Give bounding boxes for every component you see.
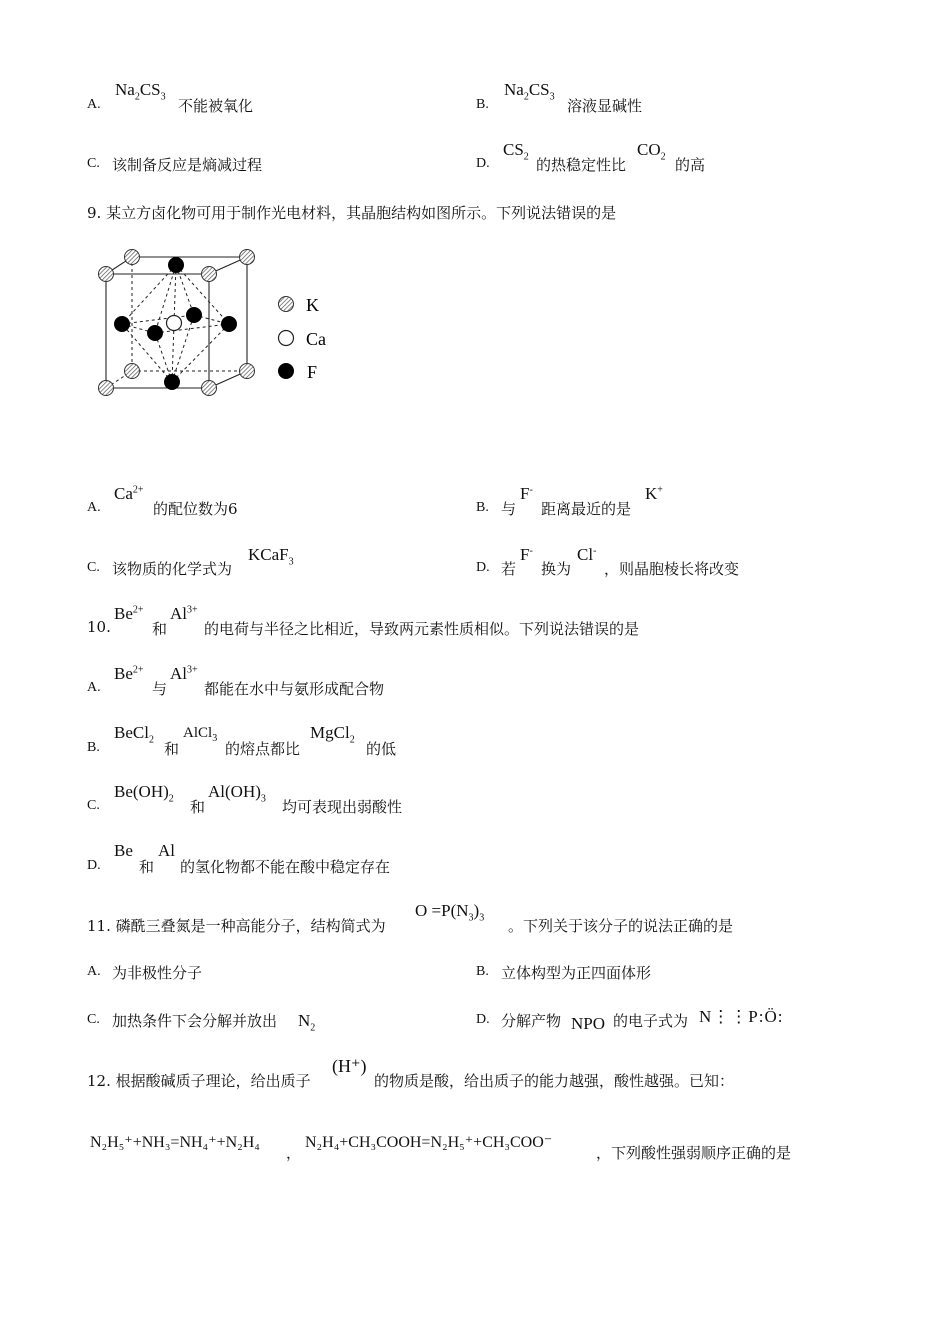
option-text: 的热稳定性比 bbox=[536, 156, 627, 174]
option-label: D. bbox=[87, 858, 101, 873]
option-label: B. bbox=[476, 500, 489, 515]
option-text: 均可表现出弱酸性 bbox=[282, 798, 403, 816]
equation-1: N₂H₅⁺+NH₃=NH₄⁺+N₂H₄ bbox=[90, 1134, 260, 1151]
option-text: 和 bbox=[164, 740, 180, 758]
option-label: D. bbox=[476, 1012, 490, 1027]
option-label: C. bbox=[87, 560, 100, 575]
formula-al3plus: $Al^{3+}$ bbox=[170, 664, 198, 683]
crystal-cell-diagram bbox=[90, 245, 350, 405]
question-9-stem: 9. 某立方卤化物可用于制作光电材料，其晶胞结构如图所示。下列说法错误的是 bbox=[87, 204, 617, 222]
formula-kcaf3: KCaF$_3$ bbox=[248, 545, 294, 568]
stem-text: ，下列酸性强弱顺序正确的是 bbox=[596, 1144, 792, 1162]
formula-opn3-3: $O =P(N_3)_3$ bbox=[415, 901, 485, 924]
formula-alcl3: AlCl$_3$ bbox=[183, 725, 218, 744]
formula-be: Be bbox=[114, 841, 133, 860]
separator: ， bbox=[286, 1144, 302, 1162]
formula-cs2: $CS_2$ bbox=[503, 140, 529, 163]
stem-text: 。下列关于该分子的说法正确的是 bbox=[508, 917, 734, 935]
option-text: 的配位数为6 bbox=[153, 500, 238, 518]
option-text: 的氢化物都不能在酸中稳定存在 bbox=[180, 858, 391, 876]
option-label: C. bbox=[87, 798, 100, 813]
option-text: 换为 bbox=[541, 560, 572, 578]
formula-na2cs3: $Na_2CS_3$ bbox=[115, 80, 166, 103]
option-label: A. bbox=[87, 680, 101, 695]
option-text: 和 bbox=[190, 798, 206, 816]
option-text: 为非极性分子 bbox=[112, 964, 203, 982]
option-text: 与 bbox=[501, 500, 517, 518]
formula-becl2: BeCl$_2$ bbox=[114, 723, 154, 746]
option-text: 不能被氧化 bbox=[178, 97, 254, 115]
option-label: A. bbox=[87, 97, 101, 112]
formula-f-minus: F- bbox=[520, 545, 533, 564]
electron-dot-formula: N⋮⋮P:Ö: bbox=[699, 1007, 784, 1026]
option-text: 都能在水中与氨形成配合物 bbox=[204, 680, 385, 698]
option-label: A. bbox=[87, 964, 101, 979]
option-text: 和 bbox=[139, 858, 155, 876]
stem-text: 和 bbox=[152, 620, 168, 638]
formula-al3plus: $Al^{3+}$ bbox=[170, 604, 198, 623]
option-text: 的低 bbox=[366, 740, 397, 758]
option-label: B. bbox=[476, 964, 489, 979]
formula-be2plus: $Be^{2+}$ bbox=[114, 604, 144, 623]
formula-ca2plus: $Ca^{2+}$ bbox=[114, 484, 144, 503]
equation-2: N₂H₄+CH₃COOH=N₂H₅⁺+CH₃COO⁻ bbox=[305, 1134, 553, 1151]
formula-al-oh-3: $Al(OH)_3$ bbox=[208, 782, 266, 805]
legend-f: F bbox=[307, 362, 318, 382]
formula-be-oh-2: $Be(OH)_2$ bbox=[114, 782, 174, 805]
option-text: 与 bbox=[152, 680, 168, 698]
stem-text: 的物质是酸，给出质子的能力越强，酸性越强。已知： bbox=[374, 1072, 735, 1090]
stem-text: 12. 根据酸碱质子理论，给出质子 bbox=[87, 1072, 311, 1090]
option-text: 溶液显碱性 bbox=[567, 97, 643, 115]
legend-k: K bbox=[306, 295, 319, 315]
formula-cl-minus: Cl- bbox=[577, 545, 597, 564]
option-text: 该制备反应是熵减过程 bbox=[112, 156, 263, 174]
option-text: 的高 bbox=[675, 156, 706, 174]
stem-text: 的电荷与半径之比相近，导致两元素性质相似。下列说法错误的是 bbox=[204, 620, 640, 638]
formula-na2cs3: $Na_2CS_3$ bbox=[504, 80, 555, 103]
formula-n2: $N_2$ bbox=[298, 1011, 316, 1034]
option-text: 该物质的化学式为 bbox=[112, 560, 233, 578]
option-text: 分解产物 bbox=[501, 1012, 562, 1030]
option-label: A. bbox=[87, 500, 101, 515]
formula-k-plus: K+ bbox=[645, 484, 663, 503]
option-text: 加热条件下会分解并放出 bbox=[112, 1012, 278, 1030]
option-text: 若 bbox=[501, 560, 517, 578]
option-text: 距离最近的是 bbox=[541, 500, 632, 518]
option-label: D. bbox=[476, 560, 490, 575]
formula-mgcl2: MgCl$_2$ bbox=[310, 723, 355, 746]
option-text: 的熔点都比 bbox=[225, 740, 301, 758]
formula-npo: NPO bbox=[571, 1014, 606, 1033]
option-text: ，则晶胞棱长将改变 bbox=[604, 560, 740, 578]
formula-al: Al bbox=[158, 841, 175, 860]
stem-text: 11. 磷酰三叠氮是一种高能分子，结构简式为 bbox=[87, 917, 386, 935]
formula-h-plus: (H⁺) bbox=[332, 1056, 367, 1076]
option-label: B. bbox=[476, 97, 489, 112]
formula-be2plus: $Be^{2+}$ bbox=[114, 664, 144, 683]
option-label: C. bbox=[87, 1012, 100, 1027]
question-number: 10. bbox=[87, 618, 111, 636]
option-label: D. bbox=[476, 156, 490, 171]
legend-ca: Ca bbox=[306, 329, 326, 349]
formula-f-minus: F- bbox=[520, 484, 533, 503]
option-label: B. bbox=[87, 740, 100, 755]
option-text: 立体构型为正四面体形 bbox=[501, 964, 652, 982]
option-text: 的电子式为 bbox=[613, 1012, 689, 1030]
option-label: C. bbox=[87, 156, 100, 171]
formula-co2: $CO_2$ bbox=[637, 140, 666, 163]
